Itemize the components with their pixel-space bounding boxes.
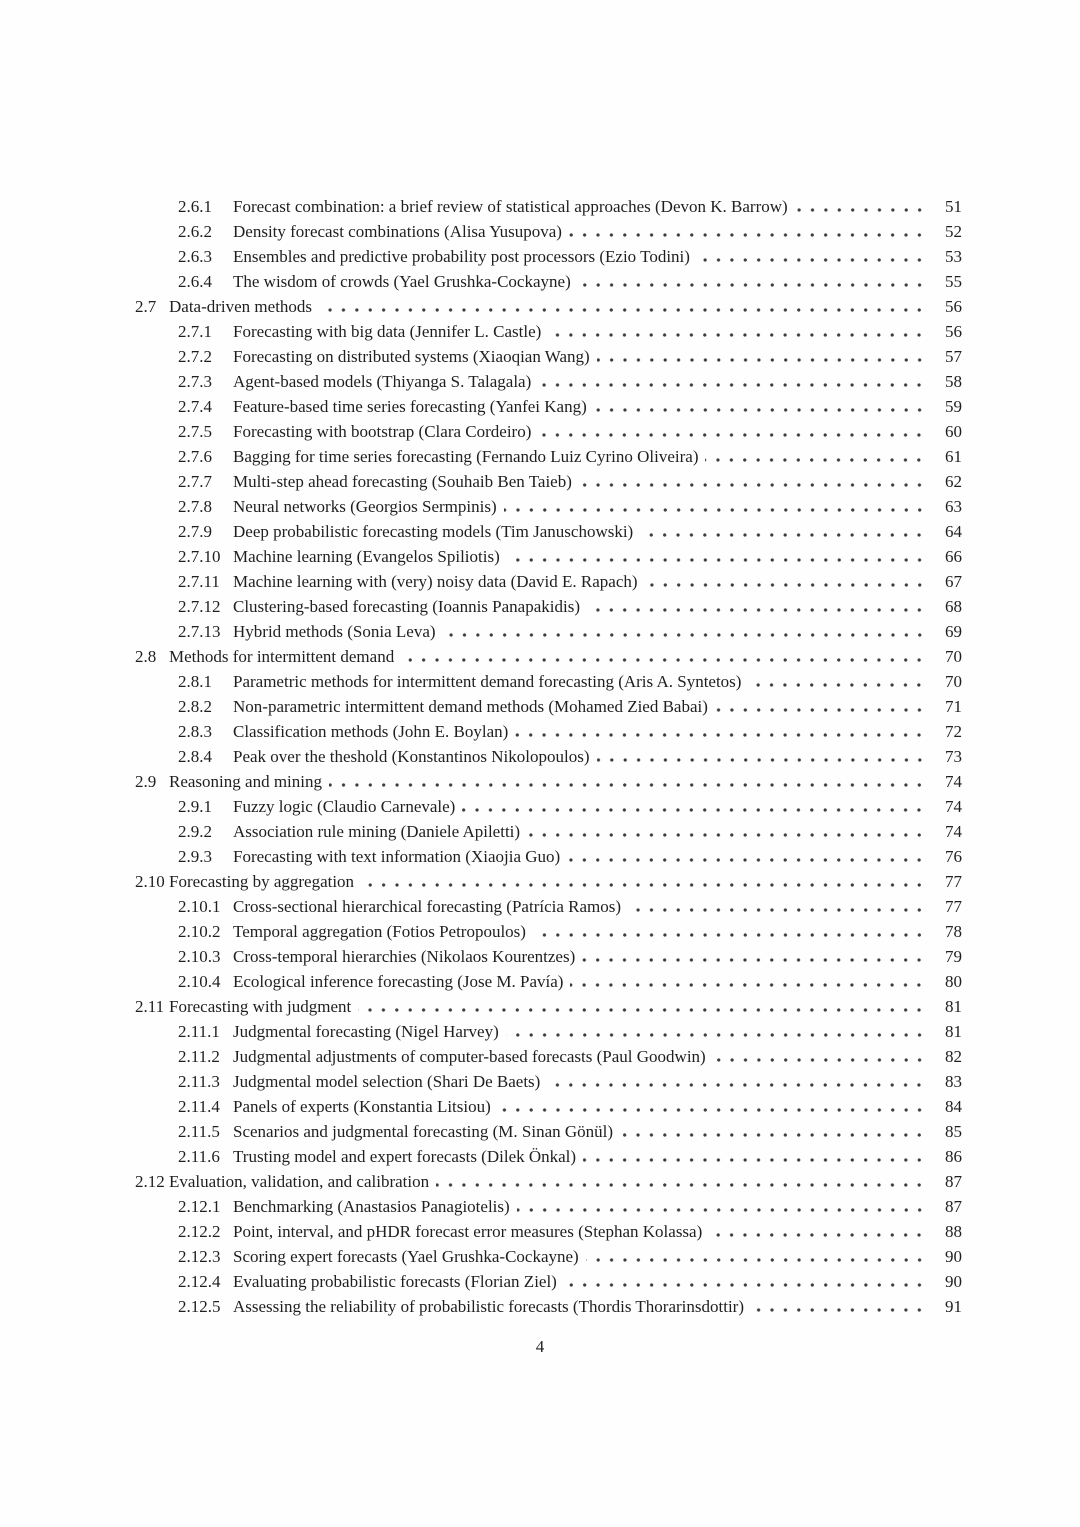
toc-entry[interactable] [135, 1044, 962, 1069]
dot-leader [628, 908, 926, 912]
toc-entry-page: 56 [945, 322, 962, 341]
toc-entry-page: 71 [945, 697, 962, 716]
toc-entry[interactable] [135, 944, 962, 969]
toc-entry-title: Deep probabilistic forecasting models (Tim Januschowski) [233, 522, 634, 541]
toc-entry-page: 60 [945, 422, 962, 441]
toc-entry-number: 2.11 [135, 997, 165, 1016]
dot-leader [567, 858, 926, 862]
toc-entry-number: 2.7.9 [178, 522, 212, 541]
toc-entry-title: Ensembles and predictive probability post processors (Ezio Todini) [233, 247, 690, 266]
toc-entry-page: 59 [945, 397, 962, 416]
dot-leader [538, 433, 926, 437]
toc-entry-number: 2.6.2 [178, 222, 212, 241]
dot-leader [517, 1208, 926, 1212]
toc-entry-title: Forecasting by aggregation [169, 872, 355, 891]
toc-entry-number: 2.11.6 [178, 1147, 220, 1166]
toc-entry-number: 2.7.10 [178, 547, 221, 566]
toc-entry-title: Non-parametric intermittent demand methods (Mohamed Zied Babai) [233, 697, 708, 716]
toc-entry-title: Neural networks (Georgios Sermpinis) [233, 497, 497, 516]
toc-entry-number: 2.8.4 [178, 747, 212, 766]
toc-entry[interactable] [135, 794, 962, 819]
toc-entry-page: 82 [945, 1047, 962, 1066]
toc-entry-number: 2.9 [135, 772, 157, 791]
toc-entry-number: 2.7.2 [178, 347, 212, 366]
toc-entry-page: 77 [945, 897, 962, 916]
toc-entry-title: Forecasting with text information (Xiaojia Guo) [233, 847, 561, 866]
toc-entry-title: Panels of experts (Konstantia Litsiou) [233, 1097, 491, 1116]
toc-entry-title: Association rule mining (Daniele Apiletti) [233, 822, 521, 841]
toc-entry-number: 2.10.2 [178, 922, 221, 941]
toc-entry-page: 66 [945, 547, 962, 566]
toc-entry-title: Peak over the theshold (Konstantinos Nikolopoulos) [233, 747, 590, 766]
dot-leader [587, 608, 926, 612]
toc-entry[interactable] [135, 344, 962, 369]
dot-leader [462, 808, 926, 812]
dot-leader [548, 333, 926, 337]
toc-entry-title: Clustering-based forecasting (Ioannis Panapakidis) [233, 597, 580, 616]
toc-entry[interactable] [135, 469, 962, 494]
toc-entry-page: 62 [945, 472, 962, 491]
dot-leader [578, 283, 926, 287]
toc-entry[interactable] [135, 1294, 962, 1319]
toc-entry-page: 87 [945, 1197, 962, 1216]
toc-entry-title: Bagging for time series forecasting (Fernando Luiz Cyrino Oliveira) [233, 447, 699, 466]
toc-entry[interactable] [135, 269, 962, 294]
dot-leader [594, 408, 926, 412]
toc-entry-page: 52 [945, 222, 962, 241]
toc-entry-title: Scoring expert forecasts (Yael Grushka-Cockayne) [233, 1247, 579, 1266]
toc-entry-number: 2.10 [135, 872, 165, 891]
dot-leader [748, 683, 926, 687]
toc-entry-number: 2.12.3 [178, 1247, 221, 1266]
toc-entry[interactable] [135, 294, 962, 319]
toc-entry[interactable] [135, 644, 962, 669]
toc-entry-page: 64 [945, 522, 962, 541]
dot-leader [709, 1233, 926, 1237]
toc-entry-title: Methods for intermittent demand [169, 647, 395, 666]
toc-entry-number: 2.7.13 [178, 622, 221, 641]
toc-entry-title: Judgmental adjustments of computer-based forecasts (Paul Goodwin) [233, 1047, 706, 1066]
toc-entry-page: 78 [945, 922, 962, 941]
toc-entry[interactable] [135, 1244, 962, 1269]
toc-entry-page: 72 [945, 722, 962, 741]
dot-leader [579, 483, 926, 487]
dot-leader [586, 1258, 926, 1262]
toc-entry-page: 74 [945, 772, 962, 791]
toc-entry-page: 56 [945, 297, 962, 316]
toc-entry-page: 58 [945, 372, 962, 391]
toc-entry[interactable] [135, 969, 962, 994]
toc-entry-page: 74 [945, 822, 962, 841]
toc-entry-number: 2.11.3 [178, 1072, 220, 1091]
toc-entry[interactable] [135, 769, 962, 794]
toc-entry-page: 83 [945, 1072, 962, 1091]
toc-entry-page: 88 [945, 1222, 962, 1241]
toc-entry-number: 2.7 [135, 297, 157, 316]
toc-entry-number: 2.11.2 [178, 1047, 220, 1066]
dot-leader [504, 508, 926, 512]
dot-leader [329, 783, 926, 787]
toc-entry-page: 91 [945, 1297, 962, 1316]
toc-entry-number: 2.12.1 [178, 1197, 221, 1216]
toc-entry-number: 2.8.3 [178, 722, 212, 741]
toc-entry[interactable] [135, 744, 962, 769]
toc-entry-number: 2.10.1 [178, 897, 221, 916]
toc-entry-page: 70 [945, 647, 962, 666]
toc-entry-title: Forecasting with judgment [169, 997, 352, 1016]
toc-entry-title: Ecological inference forecasting (Jose M. Pavía) [233, 972, 564, 991]
toc-entry[interactable] [135, 444, 962, 469]
toc-entry-title: Evaluation, validation, and calibration [169, 1172, 430, 1191]
dot-leader [533, 933, 926, 937]
toc-entry[interactable] [135, 419, 962, 444]
toc-entry-number: 2.10.3 [178, 947, 221, 966]
toc-entry[interactable] [135, 819, 962, 844]
toc-entry-title: Feature-based time series forecasting (Yanfei Kang) [233, 397, 587, 416]
page-number: 4 [535, 1337, 545, 1356]
toc-entry[interactable] [135, 1019, 962, 1044]
toc-entry-title: Agent-based models (Thiyanga S. Talagala) [233, 372, 532, 391]
toc-entry-number: 2.8.1 [178, 672, 212, 691]
toc-entry[interactable] [135, 519, 962, 544]
dot-leader [705, 458, 926, 462]
toc-entry[interactable] [135, 219, 962, 244]
toc-entry-number: 2.7.7 [178, 472, 212, 491]
toc-entry-title: Machine learning with (very) noisy data (David E. Rapach) [233, 572, 638, 591]
toc-entry-page: 53 [945, 247, 962, 266]
toc-entry-title: Judgmental model selection (Shari De Baets) [233, 1072, 541, 1091]
dot-leader [597, 758, 927, 762]
toc-entry-page: 87 [945, 1172, 962, 1191]
toc-entry-title: Scenarios and judgmental forecasting (M. Sinan Gönül) [233, 1122, 614, 1141]
toc-entry-title: Forecasting with big data (Jennifer L. Castle) [233, 322, 542, 341]
toc-entry-title: Parametric methods for intermittent demand forecasting (Aris A. Syntetos) [233, 672, 742, 691]
toc-entry[interactable] [135, 919, 962, 944]
dot-leader [715, 708, 926, 712]
toc-entry-title: Judgmental forecasting (Nigel Harvey) [233, 1022, 499, 1041]
toc-entry[interactable] [135, 894, 962, 919]
toc-entry-number: 2.7.8 [178, 497, 212, 516]
toc-entry[interactable] [135, 994, 962, 1019]
toc-entry-number: 2.7.1 [178, 322, 212, 341]
toc-entry-number: 2.12.5 [178, 1297, 221, 1316]
toc-entry[interactable] [135, 694, 962, 719]
toc-entry-title: Forecast combination: a brief review of statistical approaches (Devon K. Barrow) [233, 197, 788, 216]
toc-entry-page: 90 [945, 1272, 962, 1291]
toc-entry[interactable] [135, 1169, 962, 1194]
toc-entry-page: 80 [945, 972, 962, 991]
toc-entry-page: 77 [945, 872, 962, 891]
toc-entry-page: 81 [945, 997, 962, 1016]
toc-entry-number: 2.11.4 [178, 1097, 220, 1116]
toc-entry-page: 84 [945, 1097, 962, 1116]
dot-leader [713, 1058, 926, 1062]
toc-entry-page: 90 [945, 1247, 962, 1266]
dot-leader [583, 1158, 926, 1162]
dot-leader [527, 833, 926, 837]
toc-entry-page: 81 [945, 1022, 962, 1041]
toc-entry-number: 2.7.6 [178, 447, 212, 466]
toc-entry[interactable] [135, 1219, 962, 1244]
dot-leader [569, 233, 926, 237]
toc-entry[interactable] [135, 194, 962, 219]
toc-entry-title: Cross-sectional hierarchical forecasting (Patrícia Ramos) [233, 897, 622, 916]
dot-leader [547, 1083, 926, 1087]
dot-leader [640, 533, 926, 537]
toc-entry[interactable] [135, 1119, 962, 1144]
toc-entry-title: Hybrid methods (Sonia Leva) [233, 622, 436, 641]
dot-leader [319, 308, 926, 312]
toc-entry-page: 67 [945, 572, 962, 591]
toc-entry-number: 2.6.3 [178, 247, 212, 266]
toc-entry-number: 2.7.3 [178, 372, 212, 391]
toc-entry-number: 2.8 [135, 647, 157, 666]
table-of-contents [135, 194, 962, 1319]
toc-entry-number: 2.11.1 [178, 1022, 220, 1041]
toc-entry-number: 2.7.5 [178, 422, 212, 441]
toc-entry[interactable] [135, 594, 962, 619]
toc-entry-title: Fuzzy logic (Claudio Carnevale) [233, 797, 456, 816]
dot-leader [538, 383, 926, 387]
toc-entry-page: 61 [945, 447, 962, 466]
dot-leader [582, 958, 926, 962]
toc-entry[interactable] [135, 1194, 962, 1219]
toc-entry[interactable] [135, 244, 962, 269]
toc-entry-number: 2.7.11 [178, 572, 220, 591]
toc-entry[interactable] [135, 1069, 962, 1094]
dot-leader [358, 1008, 926, 1012]
toc-entry-title: Machine learning (Evangelos Spiliotis) [233, 547, 500, 566]
toc-entry-number: 2.8.2 [178, 697, 212, 716]
toc-entry-title: Trusting model and expert forecasts (Dilek Önkal) [233, 1147, 577, 1166]
toc-entry[interactable] [135, 494, 962, 519]
toc-entry-number: 2.11.5 [178, 1122, 220, 1141]
dot-leader [645, 583, 926, 587]
toc-entry-page: 57 [945, 347, 962, 366]
toc-entry-page: 86 [945, 1147, 962, 1166]
toc-entry-title: Forecasting with bootstrap (Clara Cordeiro) [233, 422, 532, 441]
dot-leader [436, 1183, 926, 1187]
toc-entry-page: 76 [945, 847, 962, 866]
dot-leader [620, 1133, 926, 1137]
toc-entry-number: 2.12.2 [178, 1222, 221, 1241]
toc-entry-page: 68 [945, 597, 962, 616]
dot-leader [697, 258, 926, 262]
toc-entry-title: Reasoning and mining [169, 772, 322, 791]
toc-entry[interactable] [135, 1144, 962, 1169]
toc-entry-title: Cross-temporal hierarchies (Nikolaos Kourentzes) [233, 947, 576, 966]
toc-entry-page: 74 [945, 797, 962, 816]
toc-entry[interactable] [135, 1269, 962, 1294]
toc-entry-title: Forecasting on distributed systems (Xiaoqian Wang) [233, 347, 590, 366]
toc-entry[interactable] [135, 569, 962, 594]
toc-entry-page: 51 [945, 197, 962, 216]
dot-leader [443, 633, 926, 637]
toc-entry[interactable] [135, 719, 962, 744]
toc-entry-number: 2.7.12 [178, 597, 221, 616]
dot-leader [401, 658, 926, 662]
toc-entry[interactable] [135, 669, 962, 694]
toc-entry[interactable] [135, 394, 962, 419]
toc-entry[interactable] [135, 619, 962, 644]
toc-entry-number: 2.10.4 [178, 972, 221, 991]
toc-entry[interactable] [135, 319, 962, 344]
toc-entry[interactable] [135, 369, 962, 394]
toc-entry-title: Assessing the reliability of probabilistic forecasts (Thordis Thorarinsdottir) [233, 1297, 744, 1316]
dot-leader [507, 558, 926, 562]
toc-entry-page: 85 [945, 1122, 962, 1141]
toc-entry-page: 69 [945, 622, 962, 641]
toc-entry[interactable] [135, 544, 962, 569]
toc-entry-number: 2.12.4 [178, 1272, 221, 1291]
toc-entry[interactable] [135, 869, 962, 894]
dot-leader [498, 1108, 926, 1112]
page-footer [0, 1334, 1080, 1359]
toc-entry-page: 63 [945, 497, 962, 516]
toc-entry-page: 73 [945, 747, 962, 766]
toc-entry-page: 79 [945, 947, 962, 966]
toc-entry-number: 2.9.1 [178, 797, 212, 816]
toc-entry-title: Point, interval, and pHDR forecast error measures (Stephan Kolassa) [233, 1222, 703, 1241]
toc-entry-page: 70 [945, 672, 962, 691]
toc-entry-title: Multi-step ahead forecasting (Souhaib Ben Taieb) [233, 472, 572, 491]
dot-leader [751, 1308, 926, 1312]
dot-leader [515, 733, 926, 737]
toc-entry-number: 2.7.4 [178, 397, 212, 416]
toc-entry[interactable] [135, 844, 962, 869]
toc-entry-title: Data-driven methods [169, 297, 313, 316]
toc-entry-title: Evaluating probabilistic forecasts (Florian Ziel) [233, 1272, 557, 1291]
dot-leader [795, 208, 926, 212]
dot-leader [506, 1033, 926, 1037]
toc-entry-number: 2.6.1 [178, 197, 212, 216]
dot-leader [564, 1283, 926, 1287]
toc-entry-title: The wisdom of crowds (Yael Grushka-Cockayne) [233, 272, 571, 291]
dot-leader [570, 983, 926, 987]
toc-entry-title: Classification methods (John E. Boylan) [233, 722, 509, 741]
toc-entry-title: Temporal aggregation (Fotios Petropoulos) [233, 922, 526, 941]
dot-leader [361, 883, 926, 887]
dot-leader [597, 358, 926, 362]
toc-entry-number: 2.9.2 [178, 822, 212, 841]
toc-entry-number: 2.6.4 [178, 272, 212, 291]
toc-entry-number: 2.12 [135, 1172, 165, 1191]
toc-entry-page: 55 [945, 272, 962, 291]
toc-entry[interactable] [135, 1094, 962, 1119]
toc-entry-title: Density forecast combinations (Alisa Yusupova) [233, 222, 562, 241]
toc-entry-number: 2.9.3 [178, 847, 212, 866]
toc-entry-title: Benchmarking (Anastasios Panagiotelis) [233, 1197, 510, 1216]
